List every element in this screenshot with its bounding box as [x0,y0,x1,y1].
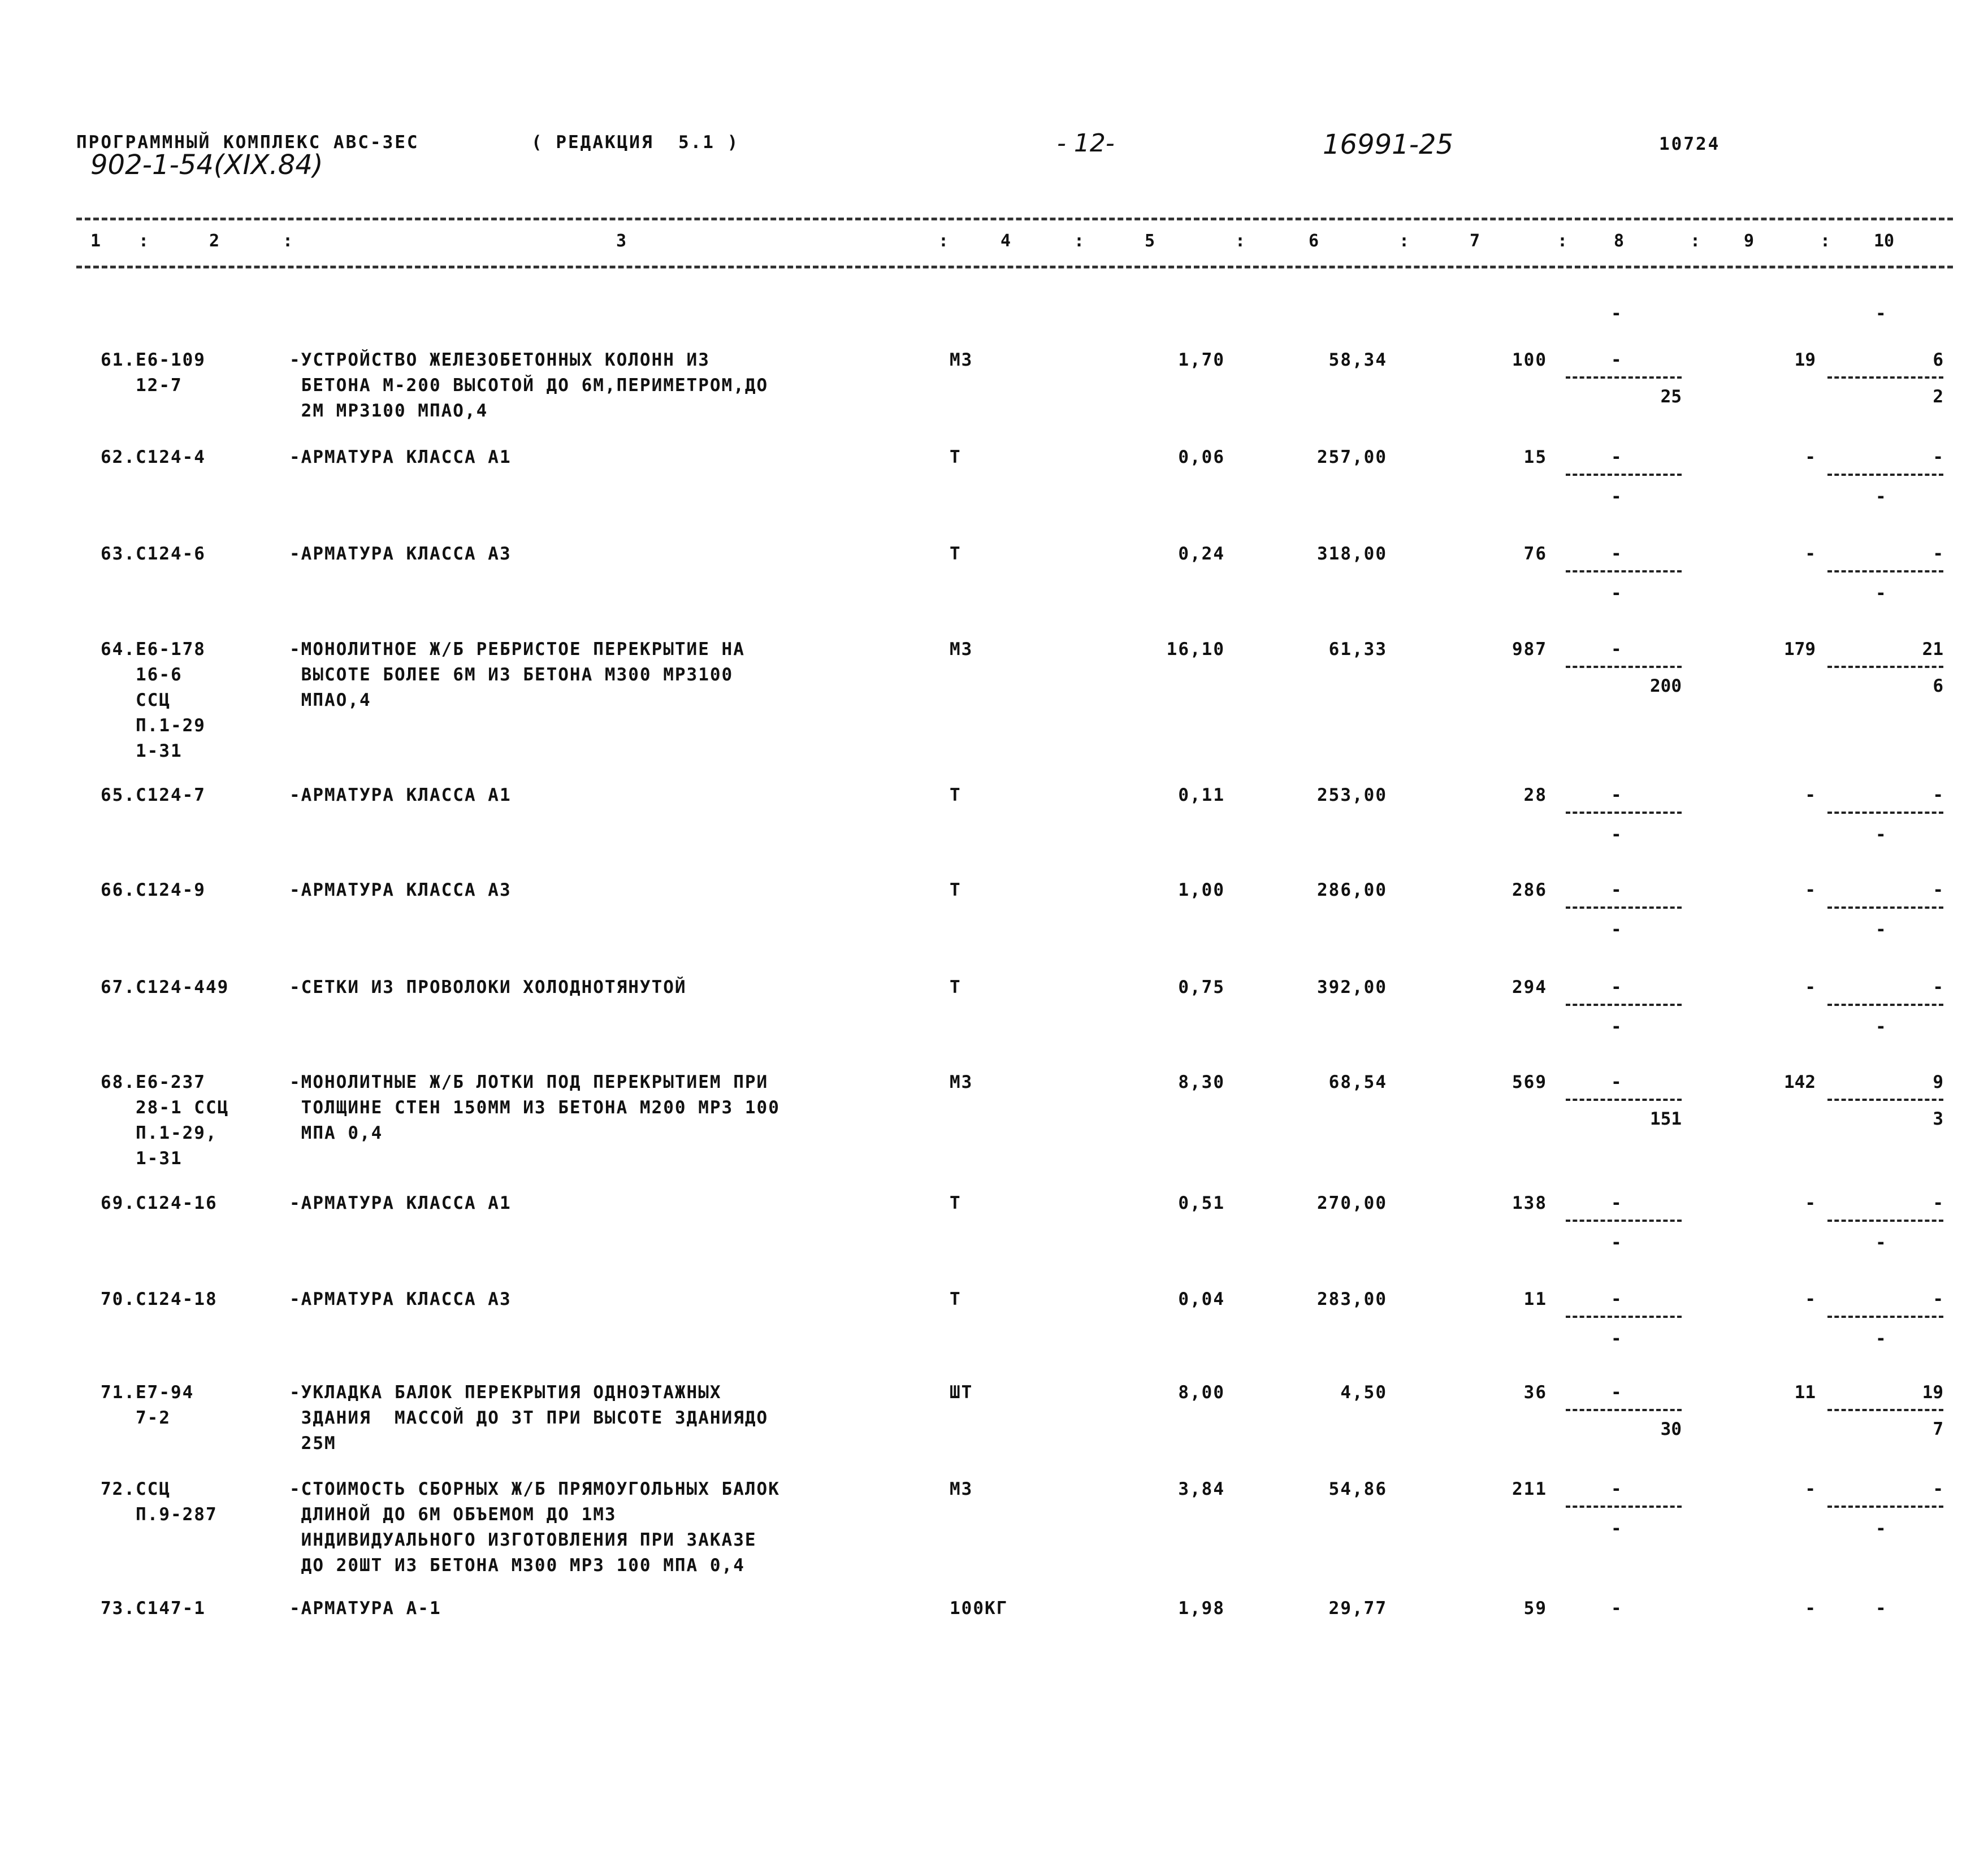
cell-col9: - [1805,880,1816,900]
column-10-top-dash: - [1876,303,1887,324]
table-row [0,348,1988,421]
cell-code: 64.Е6-178 16-6 ССЦ П.1-29 1-31 [101,639,206,761]
col8-denominator: 30 [1660,1419,1682,1439]
cell-col10 [1827,348,1943,421]
fraction-bar [1827,812,1943,814]
col10-numerator: 9 [1933,1072,1943,1092]
col8-numerator: - [1611,880,1622,900]
table-row [0,783,1988,845]
cell-unit-price: 58,34 [1328,350,1387,370]
col10-numerator: - [1933,880,1943,900]
cell-unit-price: 286,00 [1317,880,1387,900]
cell-description: -СЕТКИ ИЗ ПРОВОЛОКИ ХОЛОДНОТЯНУТОЙ [289,977,687,997]
fraction-bar [1827,1099,1943,1101]
cell-description: -УКЛАДКА БАЛОК ПЕРЕКРЫТИЯ ОДНОЭТАЖНЫХ ЗДАНИЯ МАССОЙ ДО 3Т ПРИ ВЫСОТЕ ЗДАНИЯДО 25М [289,1382,769,1454]
col10-denominator: - [1876,487,1886,507]
program-title: ПРОГРАММНЫЙ КОМПЛЕКС АВС-ЗЕС [76,132,419,153]
cell-unit: Т [950,447,961,467]
table-row [0,1380,1988,1454]
cell-quantity: 1,70 [1178,350,1225,370]
col10-denominator: 6 [1933,676,1943,696]
cell-unit-price: 253,00 [1317,785,1387,805]
cell-col10 [1827,637,1943,710]
col8-denominator: - [1611,487,1622,507]
cell-unit-price: 68,54 [1328,1072,1387,1092]
col10-numerator: - [1933,1479,1943,1499]
cell-unit: М3 [950,639,973,660]
cell-unit: М3 [950,350,973,370]
fraction-bar [1566,666,1682,668]
cell-col9: - [1805,1479,1816,1499]
cell-code: 67.С124-449 [101,977,229,997]
cell-col8 [1566,1596,1682,1669]
col8-denominator: 25 [1660,387,1682,407]
fraction-bar [1566,906,1682,909]
col8-denominator: - [1611,1519,1622,1539]
cell-code: 73.С147-1 [101,1598,206,1619]
cell-col8 [1566,1380,1682,1454]
fraction-bar [1566,376,1682,379]
cell-col9: 179 [1784,639,1816,660]
cell-col10 [1827,975,1943,1048]
cell-description: -АРМАТУРА КЛАССА А1 [289,785,512,805]
cell-quantity: 3,84 [1178,1479,1225,1499]
cell-total: 59 [1523,1598,1547,1619]
cell-unit: М3 [950,1479,973,1499]
cell-total: 569 [1512,1072,1547,1092]
cell-total: 15 [1523,447,1547,467]
cell-description: -АРМАТУРА КЛАССА А3 [289,1289,512,1309]
page-number: - 12- [1057,129,1115,158]
column-header-1: 1 [90,231,101,251]
cell-unit-price: 257,00 [1317,447,1387,467]
document-stamp: 16991-25 [1323,129,1454,160]
cell-col10 [1827,1596,1943,1669]
cell-col8 [1566,1070,1682,1143]
col8-numerator: - [1611,1479,1622,1499]
cell-col8 [1566,541,1682,615]
col8-numerator: - [1611,1072,1622,1092]
col8-denominator: - [1611,919,1622,940]
cell-description: -УСТРОЙСТВО ЖЕЛЕЗОБЕТОННЫХ КОЛОНН ИЗ БЕТОНА М-200 ВЫСОТОЙ ДО 6М,ПЕРИМЕТРОМ,ДО 2М МРЗ100 МПАО,4 [289,350,769,421]
cell-col10 [1827,1380,1943,1454]
cell-unit-price: 4,50 [1340,1382,1387,1403]
column-separator: : [138,231,149,251]
cell-total: 11 [1523,1289,1547,1309]
col8-numerator: - [1611,1598,1622,1619]
cell-unit: Т [950,1193,961,1213]
column-separator: : [1074,231,1085,251]
column-separator: : [1399,231,1410,251]
column-header-6: 6 [1309,231,1319,251]
col8-denominator: 151 [1650,1109,1682,1129]
fraction-bar [1827,1004,1943,1006]
col10-denominator: 3 [1933,1109,1943,1129]
cell-unit-price: 283,00 [1317,1289,1387,1309]
cell-description: -МОНОЛИТНЫЕ Ж/Б ЛОТКИ ПОД ПЕРЕКРЫТИЕМ ПРИ ТОЛЩИНЕ СТЕН 150ММ ИЗ БЕТОНА М200 МРЗ 100 МПА 0,4 [289,1072,780,1143]
cell-unit: Т [950,1289,961,1309]
col8-numerator: - [1611,447,1622,467]
col8-numerator: - [1611,1289,1622,1309]
col8-numerator: - [1611,544,1622,564]
col10-denominator: - [1876,1329,1886,1349]
cell-total: 286 [1512,880,1547,900]
cell-col8 [1566,637,1682,710]
col8-numerator: - [1611,1382,1622,1403]
cell-unit: Т [950,977,961,997]
cell-col9: - [1805,447,1816,467]
cell-description: -МОНОЛИТНОЕ Ж/Б РЕБРИСТОЕ ПЕРЕКРЫТИЕ НА ВЫСОТЕ БОЛЕЕ 6М ИЗ БЕТОНА М300 МРЗ100 МПАО,4 [289,639,745,710]
cell-total: 138 [1512,1193,1547,1213]
cell-total: 987 [1512,639,1547,660]
table-row [0,1596,1988,1619]
cell-unit: Т [950,880,961,900]
cell-description: -АРМАТУРА КЛАССА А3 [289,880,512,900]
cell-col9: - [1805,785,1816,805]
edition-label: ( РЕДАКЦИЯ 5.1 ) [531,132,740,153]
col10-numerator: - [1933,447,1943,467]
cell-description: -АРМАТУРА А-1 [289,1598,441,1619]
table-row [0,1070,1988,1169]
fraction-bar [1827,474,1943,476]
cell-quantity: 0,06 [1178,447,1225,467]
col8-numerator: - [1611,785,1622,805]
cell-col8 [1566,1477,1682,1550]
column-header-4: 4 [1001,231,1011,251]
cell-code: 63.С124-6 [101,544,206,564]
fraction-bar [1566,1409,1682,1411]
fraction-bar [1827,570,1943,572]
col10-numerator: 6 [1933,350,1943,370]
col8-denominator: - [1611,583,1622,604]
cell-col10 [1827,445,1943,518]
col10-numerator: - [1876,1598,1886,1619]
col8-numerator: - [1611,350,1622,370]
col10-numerator: 19 [1922,1382,1943,1403]
col10-denominator: - [1876,1519,1886,1539]
col10-denominator: - [1876,825,1886,845]
cell-unit-price: 54,86 [1328,1479,1387,1499]
column-header-2: 2 [209,231,220,251]
cell-quantity: 1,00 [1178,880,1225,900]
fraction-bar [1827,376,1943,379]
col10-numerator: - [1933,785,1943,805]
cell-description: -АРМАТУРА КЛАССА А1 [289,447,512,467]
cell-col9: - [1805,544,1816,564]
fraction-bar [1566,1099,1682,1101]
col8-denominator: - [1611,1329,1622,1349]
cell-quantity: 0,04 [1178,1289,1225,1309]
cell-col10 [1827,541,1943,615]
cell-col8 [1566,1191,1682,1264]
cell-quantity: 0,51 [1178,1193,1225,1213]
cell-code: 65.С124-7 [101,785,206,805]
cell-unit: М3 [950,1072,973,1092]
cell-col9: - [1805,977,1816,997]
table-row [0,637,1988,761]
fraction-bar [1566,1316,1682,1318]
cell-code: 61.Е6-109 12-7 [101,350,206,396]
fraction-bar [1827,1506,1943,1508]
cell-total: 294 [1512,977,1547,997]
fraction-bar [1566,812,1682,814]
fraction-bar [1827,906,1943,909]
header-top-rule [76,218,1953,220]
column-header-5: 5 [1145,231,1155,251]
col10-denominator: 2 [1933,387,1943,407]
col10-denominator: 7 [1933,1419,1943,1439]
cell-total: 36 [1523,1382,1547,1403]
header-bottom-rule [76,266,1953,268]
cell-quantity: 0,24 [1178,544,1225,564]
col10-numerator: - [1933,977,1943,997]
fraction-bar [1566,1220,1682,1222]
table-row [0,975,1988,1037]
cell-code: 70.С124-18 [101,1289,218,1309]
cell-col10 [1827,1287,1943,1360]
col8-numerator: - [1611,977,1622,997]
fraction-bar [1827,1220,1943,1222]
column-header-10: 10 [1874,231,1895,251]
table-row [0,1477,1988,1576]
fraction-bar [1827,666,1943,668]
cell-col8 [1566,975,1682,1048]
cell-unit-price: 270,00 [1317,1193,1387,1213]
cell-col8 [1566,1287,1682,1360]
col8-numerator: - [1611,639,1622,660]
cell-unit-price: 29,77 [1328,1598,1387,1619]
fraction-bar [1827,1409,1943,1411]
cell-unit: Т [950,544,961,564]
cell-col8 [1566,783,1682,856]
cell-quantity: 0,75 [1178,977,1225,997]
cell-total: 28 [1523,785,1547,805]
col10-denominator: - [1876,1017,1886,1037]
col10-numerator: 21 [1922,639,1943,660]
cell-code: 71.Е7-94 7-2 [101,1382,194,1428]
column-header-7: 7 [1470,231,1480,251]
cell-code: 69.С124-16 [101,1193,218,1213]
fraction-bar [1566,1506,1682,1508]
col8-denominator: - [1611,1233,1622,1253]
fraction-bar [1827,1316,1943,1318]
col10-denominator: - [1876,919,1886,940]
column-header-9: 9 [1744,231,1755,251]
table-row [0,1191,1988,1253]
project-number: 902-1-54(XIX.84) [90,149,323,181]
cell-quantity: 16,10 [1166,639,1225,660]
cell-col8 [1566,878,1682,951]
cell-quantity: 0,11 [1178,785,1225,805]
cell-col9: - [1805,1193,1816,1213]
column-separator: : [1690,231,1701,251]
table-row [0,445,1988,507]
column-separator: : [1820,231,1831,251]
cell-col9: - [1805,1289,1816,1309]
cell-total: 100 [1512,350,1547,370]
column-header-8: 8 [1614,231,1625,251]
cell-col10 [1827,1070,1943,1143]
cell-unit-price: 392,00 [1317,977,1387,997]
cell-description: -АРМАТУРА КЛАССА А3 [289,544,512,564]
cell-unit-price: 61,33 [1328,639,1387,660]
fraction-bar [1566,570,1682,572]
cell-unit: 100КГ [950,1598,1008,1619]
document-code: 10724 [1659,134,1721,154]
cell-col8 [1566,445,1682,518]
col10-denominator: - [1876,1233,1886,1253]
table-row [0,541,1988,604]
cell-total: 211 [1512,1479,1547,1499]
fraction-bar [1566,1004,1682,1006]
cell-code: 72.ССЦ П.9-287 [101,1479,218,1525]
column-8-top-dash: - [1611,303,1623,324]
cell-unit: ШТ [950,1382,973,1403]
cell-unit-price: 318,00 [1317,544,1387,564]
cell-code: 66.С124-9 [101,880,206,900]
col10-numerator: - [1933,544,1943,564]
table-row [0,878,1988,940]
col10-numerator: - [1933,1289,1943,1309]
col8-denominator: 200 [1650,676,1682,696]
cell-col10 [1827,783,1943,856]
cell-col9: 11 [1794,1382,1816,1403]
cell-total: 76 [1523,544,1547,564]
col10-denominator: - [1876,583,1886,604]
column-separator: : [938,231,949,251]
cell-unit: Т [950,785,961,805]
fraction-bar [1566,474,1682,476]
cell-description: -СТОИМОСТЬ СБОРНЫХ Ж/Б ПРЯМОУГОЛЬНЫХ БАЛОК ДЛИНОЙ ДО 6М ОБЪЕМОМ ДО 1М3 ИНДИВИДУАЛЬНОГО ИЗГОТОВЛЕНИЯ ПРИ ЗАКАЗЕ ДО 20ШТ ИЗ БЕТОНА М300 МРЗ 100 МПА 0,4 [289,1479,780,1576]
col8-numerator: - [1611,1193,1622,1213]
column-separator: : [1235,231,1246,251]
cell-col9: - [1805,1598,1816,1619]
column-separator: : [1557,231,1568,251]
cell-description: -АРМАТУРА КЛАССА А1 [289,1193,512,1213]
cell-code: 68.Е6-237 28-1 ССЦ П.1-29, 1-31 [101,1072,229,1169]
cell-col10 [1827,878,1943,951]
cell-col9: 142 [1784,1072,1816,1092]
col8-denominator: - [1611,1017,1622,1037]
col10-numerator: - [1933,1193,1943,1213]
column-separator: : [283,231,293,251]
cell-quantity: 8,00 [1178,1382,1225,1403]
column-header-3: 3 [616,231,627,251]
cell-quantity: 1,98 [1178,1598,1225,1619]
cell-col9: 19 [1794,350,1816,370]
cell-col8 [1566,348,1682,421]
cell-code: 62.С124-4 [101,447,206,467]
cell-quantity: 8,30 [1178,1072,1225,1092]
cell-col10 [1827,1191,1943,1264]
table-row [0,1287,1988,1349]
col8-denominator: - [1611,825,1622,845]
cell-col10 [1827,1477,1943,1550]
